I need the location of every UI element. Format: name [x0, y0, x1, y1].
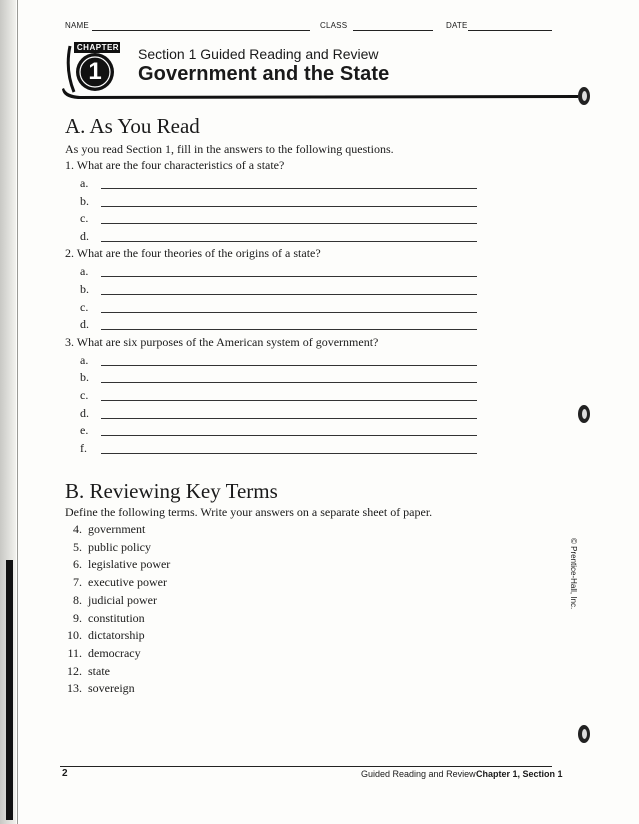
term-number: 5. [73, 539, 82, 554]
answer-line[interactable] [101, 188, 477, 189]
question-text: 2. What are the four theories of the origins of a state? [65, 246, 321, 261]
term-number: 6. [73, 557, 82, 572]
page-title: Government and the State [138, 63, 390, 85]
binder-hole-middle [578, 405, 590, 423]
answer-line[interactable] [101, 400, 477, 401]
term-number: 4. [73, 522, 82, 536]
answer-letter: b. [80, 193, 89, 208]
footer-label: Guided Reading and Review [361, 769, 476, 779]
copyright-notice: © Prentice-Hall, Inc. [569, 538, 578, 610]
answer-line[interactable] [101, 223, 477, 224]
key-term: public policy [88, 539, 151, 554]
term-number: 11. [67, 645, 82, 660]
answer-letter: e. [80, 423, 89, 438]
date-field[interactable] [468, 30, 552, 31]
answer-line[interactable] [101, 435, 477, 436]
term-number: 10. [67, 628, 82, 643]
binder-hole-bottom [578, 725, 590, 743]
key-term: executive power [88, 575, 167, 590]
part-b-instructions: Define the following terms. Write your answers on a separate sheet of paper. [65, 505, 433, 519]
footer-rule [60, 766, 552, 767]
term-number: 9. [73, 610, 82, 625]
part-a-heading: A. As You Read [65, 114, 200, 138]
question-text: 3. What are six purposes of the American system of government? [65, 334, 379, 349]
part-a-instructions: As you read Section 1, fill in the answers to the following questions. [65, 142, 394, 156]
answer-letter: b. [80, 370, 89, 385]
chapter-number: 1 [88, 58, 102, 85]
answer-line[interactable] [101, 312, 477, 313]
key-term: constitution [88, 610, 145, 625]
term-number: 7. [73, 575, 82, 590]
answer-line[interactable] [101, 206, 477, 207]
page-number: 2 [62, 768, 68, 779]
key-term: dictatorship [88, 628, 145, 643]
answer-letter: d. [80, 228, 89, 243]
term-number: 8. [73, 592, 82, 607]
answer-line[interactable] [101, 329, 477, 330]
term-number: 12. [67, 663, 82, 678]
binder-hole-top [578, 87, 590, 105]
name-field[interactable] [92, 30, 310, 31]
key-term: judicial power [88, 592, 157, 607]
key-term: sovereign [88, 681, 135, 696]
header-rule [60, 86, 580, 100]
answer-line[interactable] [101, 276, 477, 277]
answer-letter: c. [80, 388, 89, 402]
answer-line[interactable] [101, 294, 477, 295]
answer-letter: a. [80, 264, 89, 279]
class-label: CLASS [320, 21, 348, 30]
answer-letter: d. [80, 317, 89, 332]
date-label: DATE [446, 21, 468, 30]
answer-line[interactable] [101, 241, 477, 242]
answer-letter: b. [80, 282, 89, 296]
answer-letter: a. [80, 352, 89, 367]
class-field[interactable] [353, 30, 433, 31]
key-term: government [88, 522, 146, 536]
answer-line[interactable] [101, 453, 477, 454]
answer-letter: a. [80, 176, 89, 190]
answer-letter: d. [80, 405, 89, 420]
chapter-tag: CHAPTER [76, 43, 120, 52]
name-label: NAME [65, 21, 89, 30]
answer-line[interactable] [101, 382, 477, 383]
answer-letter: c. [80, 299, 89, 314]
key-term: democracy [88, 645, 141, 660]
scan-edge-bar [6, 560, 13, 820]
answer-line[interactable] [101, 418, 477, 419]
term-number: 13. [67, 681, 82, 696]
footer-chapter-ref: Chapter 1, Section 1 [476, 769, 563, 779]
scan-edge-line [17, 0, 18, 824]
key-term: legislative power [88, 557, 171, 572]
question-text: 1. What are the four characteristics of a state? [65, 158, 285, 172]
section-subtitle: Section 1 Guided Reading and Review [138, 46, 379, 62]
answer-letter: c. [80, 211, 89, 226]
answer-letter: f. [80, 440, 87, 455]
key-term: state [88, 663, 110, 678]
part-b-heading: B. Reviewing Key Terms [65, 479, 278, 503]
answer-line[interactable] [101, 365, 477, 366]
